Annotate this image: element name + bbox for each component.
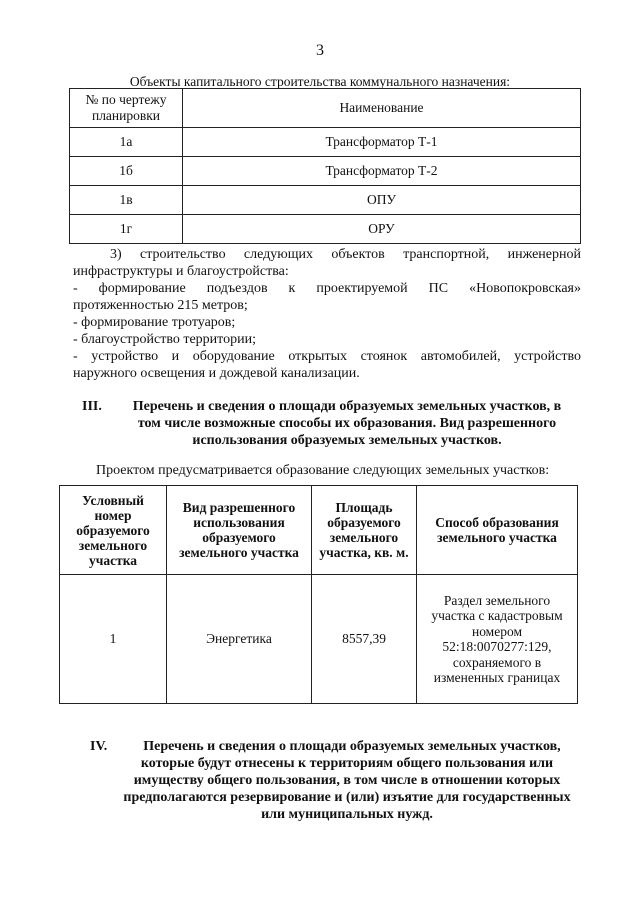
column-header-plot-number: Условный номер образуемого земельного участка [60, 486, 167, 575]
utility-objects-table [69, 88, 581, 244]
table-row [70, 128, 581, 157]
table-row [70, 215, 581, 244]
table1-caption: Объекты капитального строительства коммунального назначения: [129, 74, 511, 89]
list3-item-driveways-line2: протяженностью 215 метров; [73, 298, 248, 313]
section3-title-line2: том числе возможные способы их образования. Вид разрешенного [137, 416, 557, 431]
column-header-name: Наименование [183, 89, 581, 128]
cell-drawing-number: 1б [70, 157, 183, 186]
page-number: 3 [316, 42, 324, 59]
list3-item-parking-line1: - устройство и оборудование открытых стоянок автомобилей, устройство [73, 349, 581, 364]
section4-number: IV. [90, 739, 108, 754]
list3-intro-line2: инфраструктуры и благоустройства: [73, 264, 289, 279]
section4-title-line5: или муниципальных нужд. [261, 807, 433, 822]
column-header-drawing-number: № по чертежу планировки [70, 89, 183, 128]
cell-area: 8557,39 [312, 575, 417, 704]
land-plots-table [59, 485, 578, 704]
section3-intro: Проектом предусматривается образование следующих земельных участков: [96, 463, 550, 478]
table-row [70, 157, 581, 186]
section4-title-line4: предполагаются резервирование и (или) изъятие для государственных [123, 790, 571, 805]
cell-formation-method: Раздел земельного участка с кадастровым номером 52:18:0070277:129, сохраняемого в измененных границах [417, 575, 578, 704]
list3-item-landscaping: - благоустройство территории; [73, 332, 256, 347]
section4-title-line3: имуществу общего пользования, в том числе в отношении которых [133, 773, 561, 788]
column-header-area: Площадь образуемого земельного участка, кв. м. [312, 486, 417, 575]
table-header-row [70, 89, 581, 128]
cell-drawing-number: 1а [70, 128, 183, 157]
cell-name: Трансформатор Т-2 [183, 157, 581, 186]
table-row [60, 575, 578, 704]
section3-title-line1: Перечень и сведения о площади образуемых земельных участков, в [132, 399, 562, 414]
column-header-formation-method: Способ образования земельного участка [417, 486, 578, 575]
cell-drawing-number: 1в [70, 186, 183, 215]
list3-item-parking-line2: наружного освещения и дождевой канализации. [73, 366, 360, 381]
section3-title-line3: использования образуемых земельных участков. [192, 433, 502, 448]
list3-item-sidewalks: - формирование тротуаров; [73, 315, 236, 330]
cell-permitted-use: Энергетика [167, 575, 312, 704]
cell-name: ОРУ [183, 215, 581, 244]
section3-number: III. [82, 399, 102, 414]
cell-plot-number: 1 [60, 575, 167, 704]
cell-name: Трансформатор Т-1 [183, 128, 581, 157]
list3-item-driveways-line1: - формирование подъездов к проектируемой ПС «Новопокровская» [73, 281, 581, 296]
column-header-permitted-use: Вид разрешенного использования образуемого земельного участка [167, 486, 312, 575]
table-header-row [60, 486, 578, 575]
cell-drawing-number: 1г [70, 215, 183, 244]
section4-title-line2: которые будут отнесены к территориям общего пользования или [140, 756, 554, 771]
cell-name: ОПУ [183, 186, 581, 215]
table-row [70, 186, 581, 215]
list3-intro-line1: 3) строительство следующих объектов транспортной, инженерной [110, 247, 581, 262]
section4-title-line1: Перечень и сведения о площади образуемых земельных участков, [143, 739, 561, 754]
